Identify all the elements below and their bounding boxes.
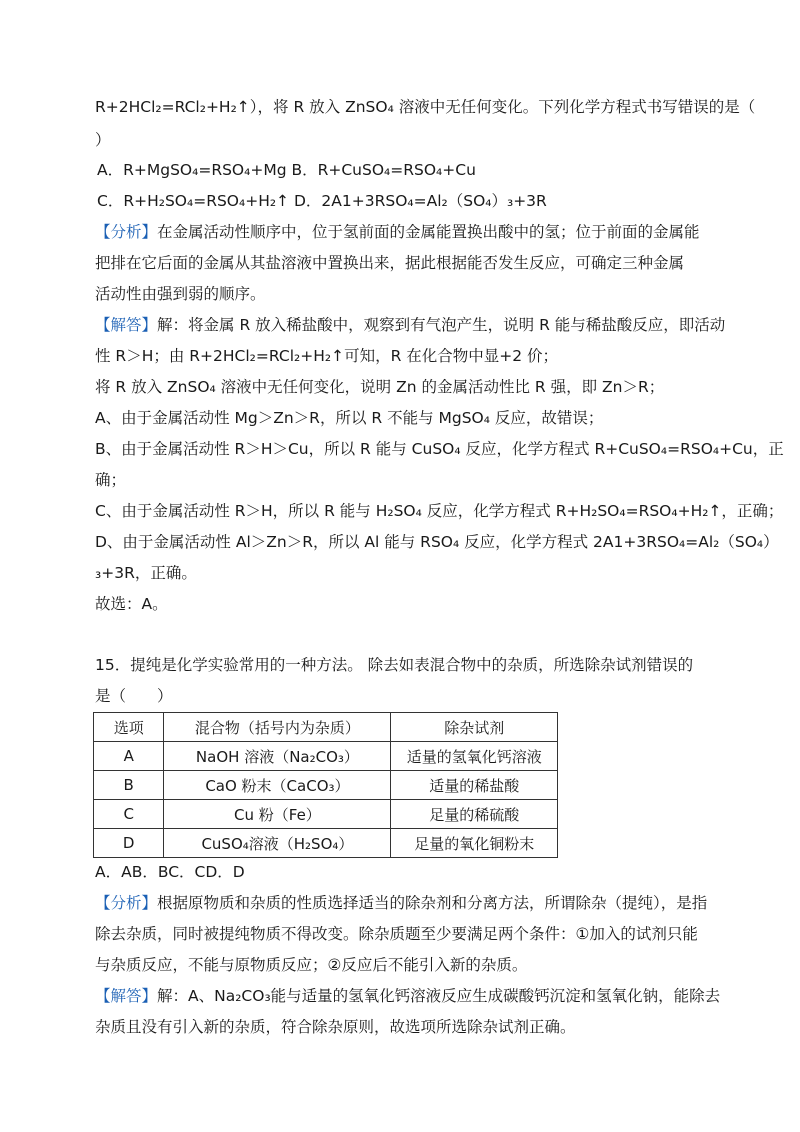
answer-tag: 【解答】 (95, 316, 158, 334)
table-row (94, 742, 558, 771)
analysis-line: 把排在它后面的金属从其盐溶液中置换出来，据此根据能否发生反应，可确定三种金属 (95, 254, 685, 272)
answer-line: 确； (95, 471, 127, 489)
table-cell: CuSO₄溶液（H₂SO₄） (164, 829, 391, 858)
analysis-tag: 【分析】 (95, 223, 158, 241)
answer-line: 故选：A。 (95, 595, 168, 613)
answer-line: D、由于金属活动性 Al＞Zn＞R，所以 Al 能与 RSO₄ 反应，化学方程式 2A1+3RSO₄=Al₂（SO₄） (95, 533, 779, 551)
answer-line: A、由于金属活动性 Mg＞Zn＞R，所以 R 不能与 MgSO₄ 反应，故错误； (95, 409, 604, 427)
table-header-cell: 混合物（括号内为杂质） (164, 713, 391, 742)
analysis-line (95, 893, 707, 913)
table-cell: NaOH 溶液（Na₂CO₃） (164, 742, 391, 771)
table-cell: D (94, 829, 164, 858)
table-cell: C (94, 800, 164, 829)
analysis-text: 在金属活动性顺序中，位于氢前面的金属能置换出酸中的氢；位于前面的金属能 (157, 223, 700, 241)
analysis-line: 除去杂质，同时被提纯物质不得改变。除杂质题至少要满足两个条件：①加入的试剂只能 (95, 925, 698, 943)
answer-text: 解：将金属 R 放入稀盐酸中，观察到有气泡产生，说明 R 能与稀盐酸反应，即活动 (157, 316, 726, 334)
table-header-cell: 选项 (94, 713, 164, 742)
analysis-text: 根据原物质和杂质的性质选择适当的除杂剂和分离方法，所谓除杂（提纯），是指 (157, 894, 708, 912)
answer-text: 解：A、Na₂CO₃能与适量的氢氧化钙溶液反应生成碳酸钙沉淀和氢氧化钠，能除去 (157, 987, 721, 1005)
option-line: A．R+MgSO₄=RSO₄+Mg B．R+CuSO₄=RSO₄+Cu (97, 161, 476, 179)
answer-line: C、由于金属活动性 R＞H，所以 R 能与 H₂SO₄ 反应，化学方程式 R+H₂SO₄=RSO₄+H₂↑，正确； (95, 502, 784, 520)
option-line: C．R+H₂SO₄=RSO₄+H₂↑ D．2A1+3RSO₄=Al₂（SO₄）₃+3R (97, 192, 547, 210)
analysis-line (95, 222, 700, 242)
answer-line: ₃+3R，正确。 (95, 564, 197, 582)
table-cell: 适量的稀盐酸 (391, 771, 558, 800)
table-cell: CaO 粉末（CaCO₃） (164, 771, 391, 800)
question-stem: ） (95, 131, 111, 149)
answer-line: 将 R 放入 ZnSO₄ 溶液中无任何变化，说明 Zn 的金属活动性比 R 强，即 Zn＞R； (95, 378, 665, 396)
question-stem: 是（ ） (95, 687, 173, 705)
answer-line: 杂质且没有引入新的杂质，符合除杂原则，故选项所选除杂试剂正确。 (95, 1018, 576, 1036)
analysis-line: 活动性由强到弱的顺序。 (95, 285, 266, 303)
answer-line: B、由于金属活动性 R＞H＞Cu，所以 R 能与 CuSO₄ 反应，化学方程式 R+CuSO₄=RSO₄+Cu，正 (95, 440, 784, 458)
table-row (94, 829, 558, 858)
question-stem: 15．提纯是化学实验常用的一种方法。 除去如表混合物中的杂质，所选除杂试剂错误的 (95, 656, 694, 674)
answer-line: 性 R＞H；由 R+2HCl₂=RCl₂+H₂↑可知，R 在化合物中显+2 价； (95, 347, 559, 365)
table-cell: 足量的稀硫酸 (391, 800, 558, 829)
table-cell: 适量的氢氧化钙溶液 (391, 742, 558, 771)
analysis-line: 与杂质反应，不能与原物质反应；②反应后不能引入新的杂质。 (95, 956, 528, 974)
table-row (94, 800, 558, 829)
table-cell: Cu 粉（Fe） (164, 800, 391, 829)
option-line: A．AB．BC．CD．D (95, 863, 245, 881)
table-cell: B (94, 771, 164, 800)
table-row (94, 771, 558, 800)
table-header-cell: 除杂试剂 (391, 713, 558, 742)
table-cell: 足量的氧化铜粉末 (391, 829, 558, 858)
analysis-tag: 【分析】 (95, 894, 158, 912)
answer-line (95, 986, 720, 1006)
table-header-row (94, 713, 558, 742)
table-cell: A (94, 742, 164, 771)
question-stem: R+2HCl₂=RCl₂+H₂↑），将 R 放入 ZnSO₄ 溶液中无任何变化。下列化学方程式书写错误的是（ (95, 98, 756, 116)
answer-tag: 【解答】 (95, 987, 158, 1005)
answer-line (95, 315, 725, 335)
impurity-table (93, 712, 558, 858)
